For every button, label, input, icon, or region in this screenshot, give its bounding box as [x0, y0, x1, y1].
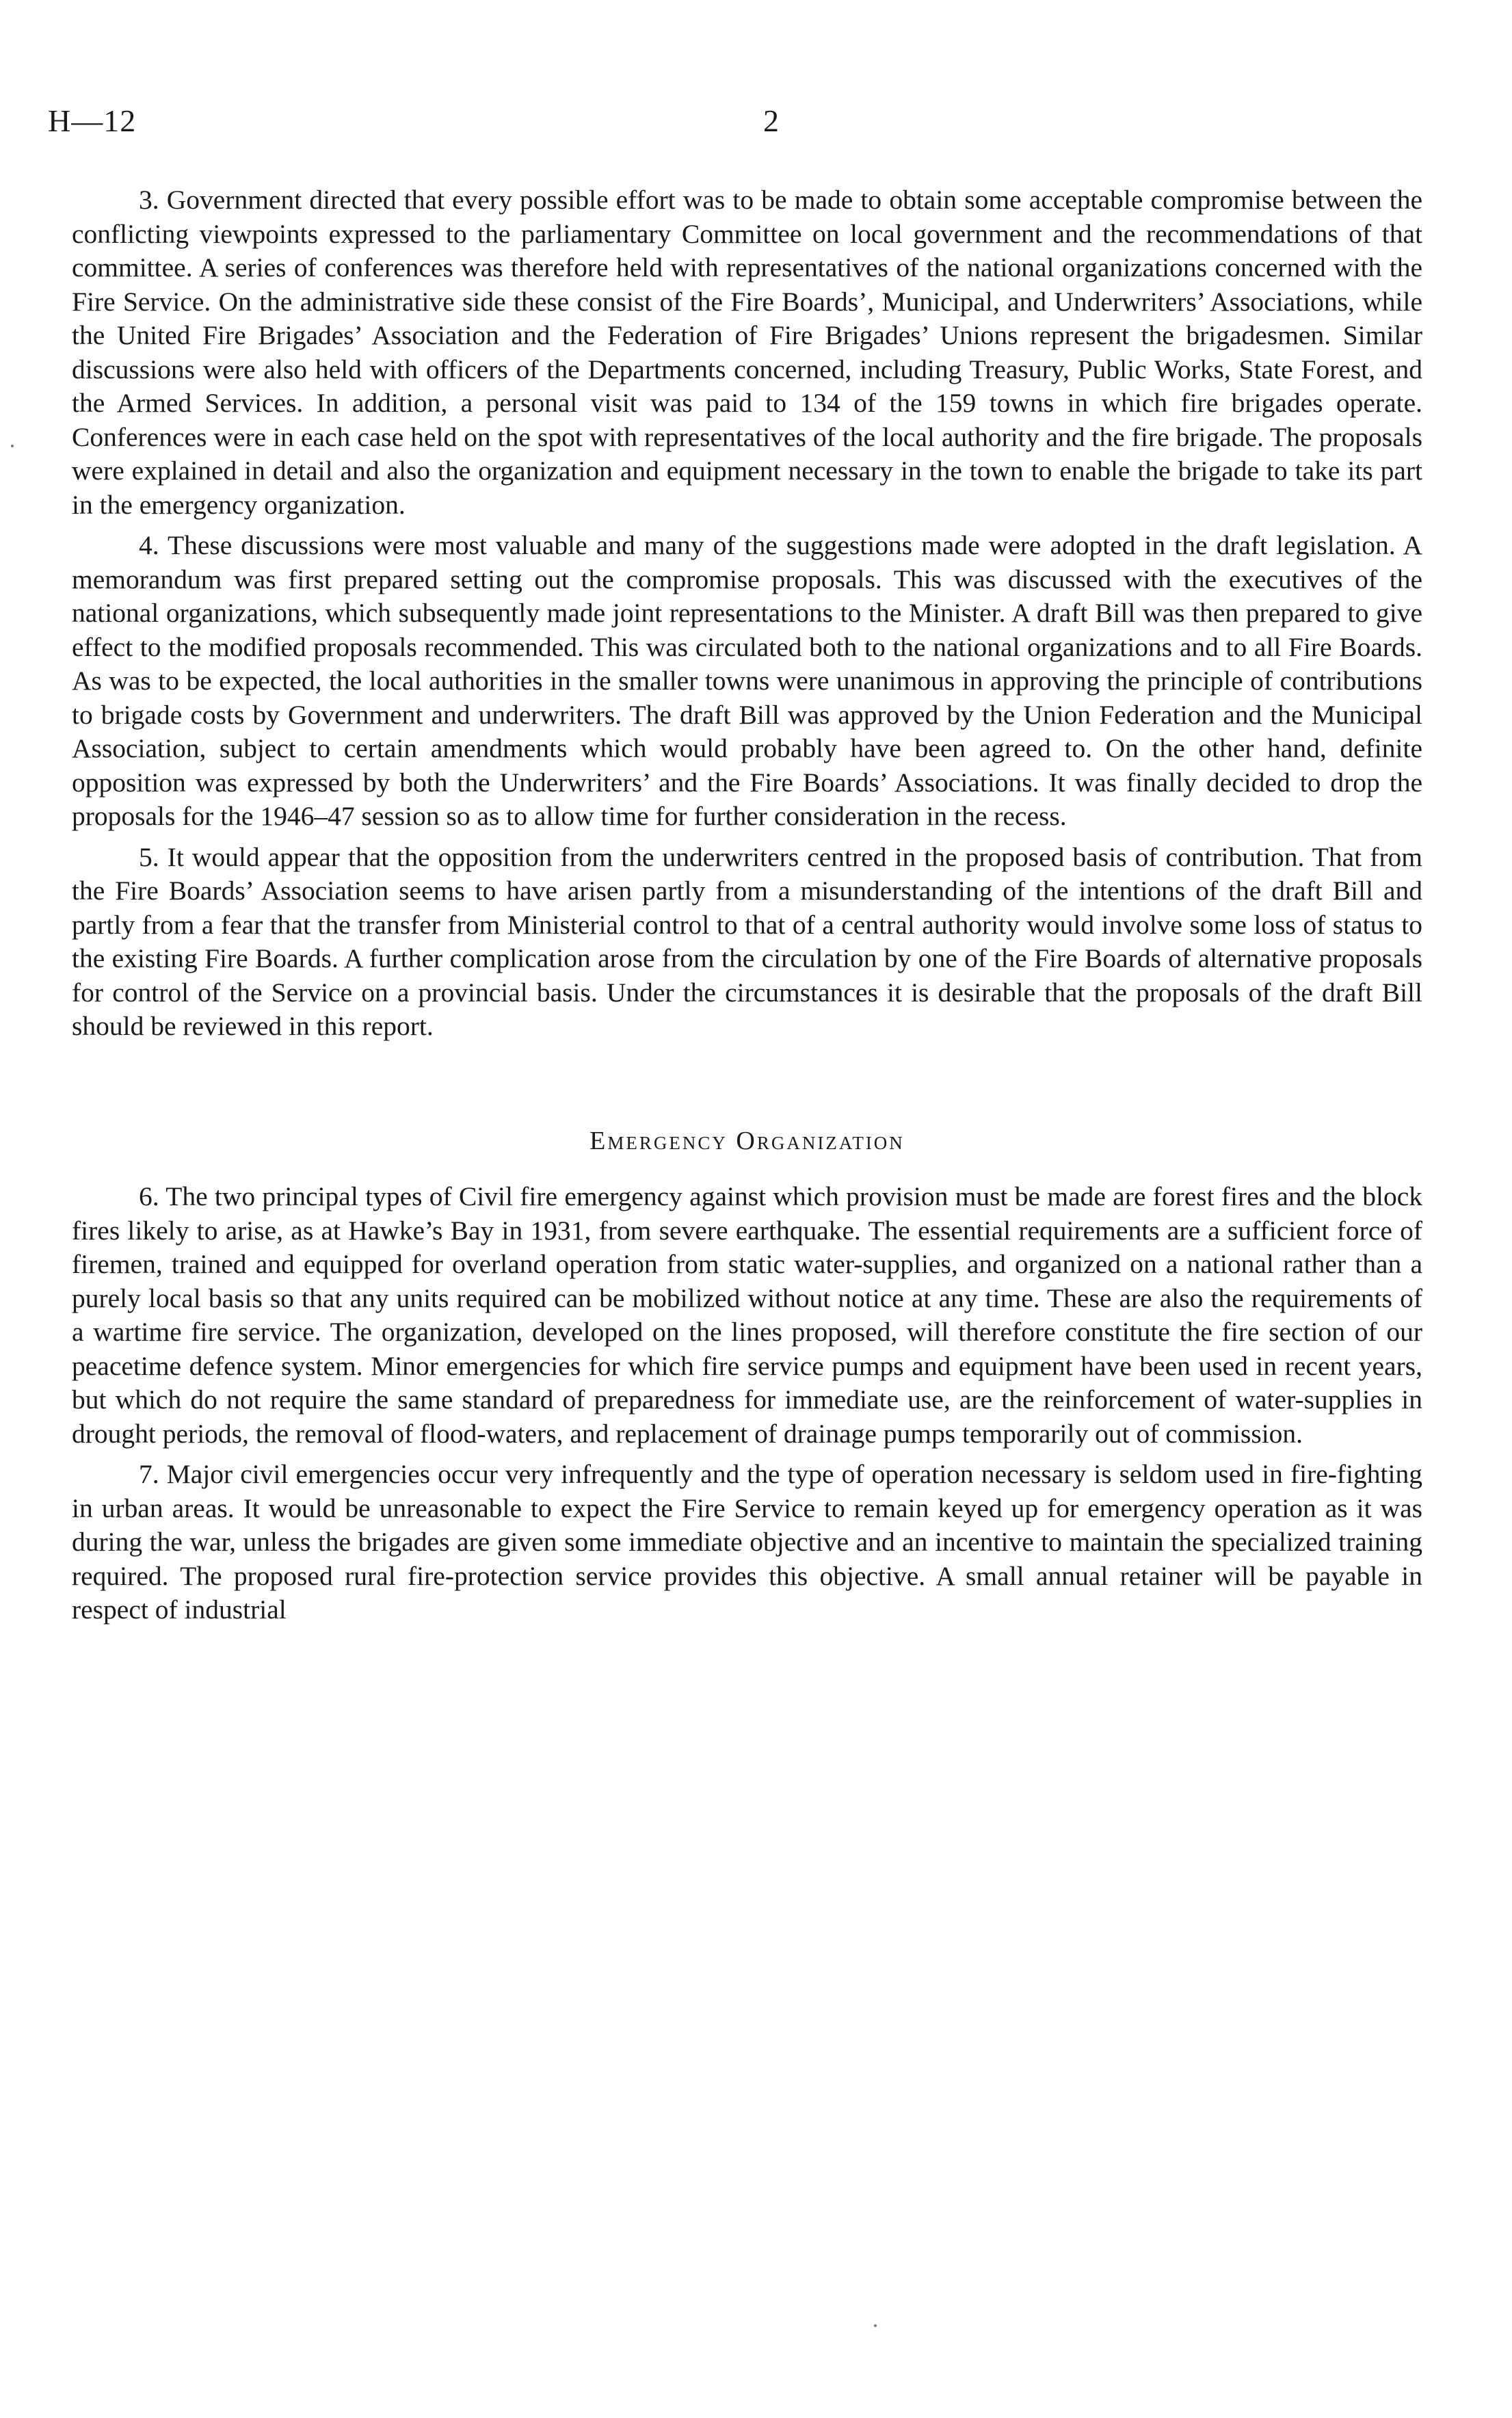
paragraph-3: 3. Government directed that every possible effort was to be made to obtain some acceptable compromise between the conflicting viewpoints expressed to the parliamentary Committee on local government and the recommendations of that committee. A series of conferences was therefore held with representatives of the national organizations concerned with the Fire Service. On the administrative side these consist of the Fire Boards’, Municipal, and Underwriters’ Associations, while the United Fire Brigades’ Association and the Federation of Fire Brigades’ Unions represent the brigadesmen. Similar discussions were also held with officers of the Departments concerned, including Treasury, Public Works, State Forest, and the Armed Services. In addition, a personal visit was paid to 134 of the 159 towns in which fire brigades operate. Conferences were in each case held on the spot with representatives of the local authority and the fire brigade. The proposals were explained in detail and also the organization and equipment necessary in the town to enable the brigade to take its part in the emergency organization.	[72, 185, 1422, 520]
page-header	[41, 103, 1470, 144]
paragraph-5: 5. It would appear that the opposition from the underwriters centred in the proposed basis of contribution. That from the Fire Boards’ Association seems to have arisen partly from a misunderstanding of the intentions of the draft Bill and partly from a fear that the transfer from Ministerial control to that of a central authority would involve some loss of status to the existing Fire Boards. A further complication arose from the circulation by one of the Fire Boards of alternative proposals for control of the Service on a provincial basis. Under the circumstances it is desirable that the proposals of the draft Bill should be reviewed in this report.	[72, 841, 1422, 1041]
scan-speck	[874, 2324, 877, 2327]
page-number: 2	[763, 103, 779, 138]
document-code: H—12	[48, 103, 137, 138]
paragraph-4: 4. These discussions were most valuable and many of the suggestions made were adopted in the draft legislation. A memorandum was first prepared setting out the compromise proposals. This was discussed with the executives of the national organizations, which subsequently made joint representations to the Minister. A draft Bill was then prepared to give effect to the modified proposals recommended. This was circulated both to the national organizations and to all Fire Boards. As was to be expected, the local authorities in the smaller towns were unanimous in approving the principle of contributions to brigade costs by Government and underwriters. The draft Bill was approved by the Union Federation and the Municipal Association, subject to certain amendments which would probably have been agreed to. On the other hand, definite opposition was expressed by both the Underwriters’ and the Fire Boards’ Associations. It was finally decided to drop the proposals for the 1946–47 session so as to allow time for further consideration in the recess.	[72, 530, 1422, 831]
paragraph-6: 6. The two principal types of Civil fire emergency against which provision must be made are forest fires and the block fires likely to arise, as at Hawke’s Bay in 1931, from severe earthquake. The essential requirements are a sufficient force of firemen, trained and equipped for overland operation from static water-supplies, and organized on a national rather than a purely local basis so that any units required can be mobilized without notice at any time. These are also the requirements of a wartime fire service. The organization, developed on the lines proposed, will therefore constitute the fire section of our peacetime defence system. Minor emergencies for which fire service pumps and equipment have been used in recent years, but which do not require the same standard of preparedness for immediate use, are the reinforcement of water-supplies in drought periods, the removal of flood-waters, and replacement of drainage pumps temporarily out of commission.	[72, 1181, 1422, 1449]
paragraph-7: 7. Major civil emergencies occur very infrequently and the type of operation necessary is seldom used in fire-fighting in urban areas. It would be unreasonable to expect the Fire Service to remain keyed up for emergency operation as it was during the war, unless the brigades are given some immediate objective and an incentive to maintain the specialized training required. The proposed rural fire-protection service provides this objective. A small annual retainer will be payable in respect of industrial	[72, 1459, 1422, 1625]
section-heading-emergency-organization: Emergency Organization	[589, 1126, 905, 1155]
body-text	[72, 183, 1422, 1634]
scan-speck	[11, 445, 14, 447]
